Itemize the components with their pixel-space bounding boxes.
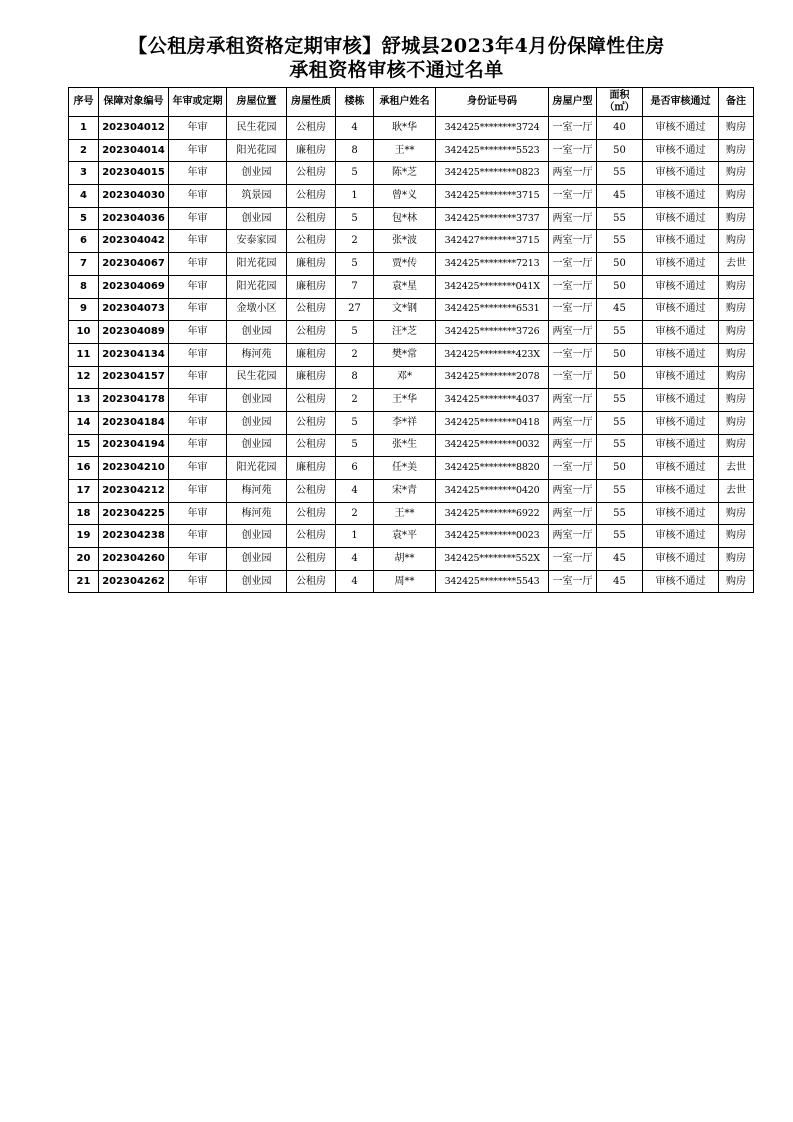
- cell-id-number: 342425********7213: [436, 253, 549, 276]
- cell-nature: 公租房: [287, 434, 336, 457]
- cell-building: 4: [336, 480, 374, 503]
- cell-remark: 购房: [719, 525, 754, 548]
- cell-id-number: 342425********5523: [436, 139, 549, 162]
- cell-nature: 公租房: [287, 502, 336, 525]
- cell-name: 耿*华: [374, 117, 436, 140]
- cell-seq: 19: [69, 525, 99, 548]
- cell-remark: 购房: [719, 321, 754, 344]
- cell-name: 王**: [374, 139, 436, 162]
- cell-building: 5: [336, 321, 374, 344]
- cell-id-number: 342425********6531: [436, 298, 549, 321]
- cell-code: 202304262: [99, 570, 169, 593]
- cell-building: 1: [336, 525, 374, 548]
- cell-nature: 公租房: [287, 162, 336, 185]
- cell-remark: 购房: [719, 343, 754, 366]
- cell-building: 5: [336, 434, 374, 457]
- cell-nature: 廉租房: [287, 366, 336, 389]
- cell-layout: 两室一厅: [549, 207, 597, 230]
- cell-location: 创业园: [227, 321, 287, 344]
- cell-code: 202304073: [99, 298, 169, 321]
- header-nature: 房屋性质: [287, 88, 336, 117]
- cell-code: 202304134: [99, 343, 169, 366]
- cell-id-number: 342427********3715: [436, 230, 549, 253]
- cell-area: 45: [597, 570, 643, 593]
- table-row: [69, 570, 754, 593]
- cell-area: 55: [597, 162, 643, 185]
- cell-passed: 审核不通过: [643, 321, 719, 344]
- table-row: [69, 480, 754, 503]
- cell-nature: 公租房: [287, 411, 336, 434]
- cell-location: 民生花园: [227, 366, 287, 389]
- cell-area: 55: [597, 480, 643, 503]
- cell-remark: 购房: [719, 298, 754, 321]
- cell-layout: 两室一厅: [549, 321, 597, 344]
- table-row: [69, 548, 754, 571]
- table-row: [69, 434, 754, 457]
- cell-nature: 公租房: [287, 185, 336, 208]
- cell-code: 202304069: [99, 275, 169, 298]
- cell-remark: 去世: [719, 457, 754, 480]
- cell-passed: 审核不通过: [643, 117, 719, 140]
- cell-passed: 审核不通过: [643, 434, 719, 457]
- cell-building: 6: [336, 457, 374, 480]
- cell-review-type: 年审: [169, 207, 227, 230]
- cell-remark: 购房: [719, 162, 754, 185]
- cell-area: 50: [597, 275, 643, 298]
- header-remark: 备注: [719, 88, 754, 117]
- cell-passed: 审核不通过: [643, 275, 719, 298]
- cell-review-type: 年审: [169, 253, 227, 276]
- cell-area: 55: [597, 230, 643, 253]
- cell-id-number: 342425********423X: [436, 343, 549, 366]
- cell-name: 曾*义: [374, 185, 436, 208]
- cell-name: 周**: [374, 570, 436, 593]
- cell-area: 55: [597, 389, 643, 412]
- cell-passed: 审核不通过: [643, 480, 719, 503]
- cell-id-number: 342425********0418: [436, 411, 549, 434]
- cell-location: 金墩小区: [227, 298, 287, 321]
- cell-area: 55: [597, 321, 643, 344]
- cell-code: 202304030: [99, 185, 169, 208]
- cell-layout: 一室一厅: [549, 548, 597, 571]
- cell-location: 阳光花园: [227, 457, 287, 480]
- cell-nature: 公租房: [287, 298, 336, 321]
- cell-passed: 审核不通过: [643, 298, 719, 321]
- cell-seq: 20: [69, 548, 99, 571]
- cell-location: 梅河苑: [227, 502, 287, 525]
- header-area-label: 面积: [609, 90, 630, 101]
- cell-layout: 一室一厅: [549, 139, 597, 162]
- cell-id-number: 342425********0032: [436, 434, 549, 457]
- cell-name: 包*林: [374, 207, 436, 230]
- cell-remark: 购房: [719, 434, 754, 457]
- cell-review-type: 年审: [169, 389, 227, 412]
- page-subtitle: 承租资格审核不通过名单: [289, 59, 504, 81]
- cell-building: 1: [336, 185, 374, 208]
- cell-code: 202304036: [99, 207, 169, 230]
- cell-name: 张*波: [374, 230, 436, 253]
- table-row: [69, 321, 754, 344]
- cell-building: 2: [336, 230, 374, 253]
- cell-seq: 13: [69, 389, 99, 412]
- cell-id-number: 342425********0823: [436, 162, 549, 185]
- cell-passed: 审核不通过: [643, 570, 719, 593]
- review-failure-table: [68, 87, 754, 593]
- cell-name: 樊*常: [374, 343, 436, 366]
- cell-nature: 廉租房: [287, 253, 336, 276]
- cell-seq: 21: [69, 570, 99, 593]
- cell-id-number: 342425********5543: [436, 570, 549, 593]
- cell-nature: 公租房: [287, 480, 336, 503]
- table-row: [69, 275, 754, 298]
- cell-area: 45: [597, 298, 643, 321]
- table-row: [69, 389, 754, 412]
- cell-area: 55: [597, 502, 643, 525]
- cell-remark: 购房: [719, 275, 754, 298]
- cell-building: 5: [336, 207, 374, 230]
- cell-code: 202304089: [99, 321, 169, 344]
- cell-building: 2: [336, 389, 374, 412]
- table-row: [69, 366, 754, 389]
- cell-name: 汪*芝: [374, 321, 436, 344]
- cell-review-type: 年审: [169, 139, 227, 162]
- cell-id-number: 342425********2078: [436, 366, 549, 389]
- cell-location: 阳光花园: [227, 253, 287, 276]
- cell-layout: 一室一厅: [549, 275, 597, 298]
- cell-location: 阳光花园: [227, 139, 287, 162]
- cell-building: 4: [336, 117, 374, 140]
- cell-nature: 公租房: [287, 207, 336, 230]
- cell-remark: 购房: [719, 230, 754, 253]
- cell-id-number: 342425********8820: [436, 457, 549, 480]
- cell-seq: 2: [69, 139, 99, 162]
- cell-remark: 去世: [719, 480, 754, 503]
- cell-location: 阳光花园: [227, 275, 287, 298]
- header-code: 保障对象编号: [99, 88, 169, 117]
- cell-passed: 审核不通过: [643, 139, 719, 162]
- cell-area: 45: [597, 185, 643, 208]
- cell-layout: 一室一厅: [549, 366, 597, 389]
- cell-remark: 购房: [719, 185, 754, 208]
- cell-nature: 公租房: [287, 117, 336, 140]
- cell-passed: 审核不通过: [643, 548, 719, 571]
- cell-layout: 两室一厅: [549, 525, 597, 548]
- cell-passed: 审核不通过: [643, 502, 719, 525]
- cell-location: 民生花园: [227, 117, 287, 140]
- cell-building: 7: [336, 275, 374, 298]
- cell-location: 梅河苑: [227, 343, 287, 366]
- cell-nature: 廉租房: [287, 139, 336, 162]
- cell-remark: 购房: [719, 548, 754, 571]
- cell-location: 创业园: [227, 207, 287, 230]
- cell-area: 55: [597, 411, 643, 434]
- table-row: [69, 117, 754, 140]
- cell-id-number: 342425********3726: [436, 321, 549, 344]
- cell-location: 梅河苑: [227, 480, 287, 503]
- cell-passed: 审核不通过: [643, 162, 719, 185]
- cell-seq: 14: [69, 411, 99, 434]
- cell-layout: 两室一厅: [549, 389, 597, 412]
- header-location: 房屋位置: [227, 88, 287, 117]
- cell-id-number: 342425********0420: [436, 480, 549, 503]
- cell-remark: 购房: [719, 117, 754, 140]
- table-row: [69, 502, 754, 525]
- cell-location: 创业园: [227, 525, 287, 548]
- cell-review-type: 年审: [169, 298, 227, 321]
- cell-seq: 12: [69, 366, 99, 389]
- cell-code: 202304212: [99, 480, 169, 503]
- cell-building: 4: [336, 548, 374, 571]
- header-review-type: 年审或定期: [169, 88, 227, 117]
- cell-area: 50: [597, 366, 643, 389]
- cell-seq: 3: [69, 162, 99, 185]
- cell-area: 40: [597, 117, 643, 140]
- header-area: [597, 88, 643, 117]
- table-header-row: [69, 88, 754, 117]
- cell-name: 邓*: [374, 366, 436, 389]
- cell-code: 202304015: [99, 162, 169, 185]
- cell-layout: 一室一厅: [549, 457, 597, 480]
- cell-location: 创业园: [227, 548, 287, 571]
- cell-location: 创业园: [227, 162, 287, 185]
- cell-remark: 购房: [719, 207, 754, 230]
- cell-seq: 7: [69, 253, 99, 276]
- cell-id-number: 342425********552X: [436, 548, 549, 571]
- cell-code: 202304178: [99, 389, 169, 412]
- cell-location: 创业园: [227, 434, 287, 457]
- cell-building: 5: [336, 411, 374, 434]
- cell-review-type: 年审: [169, 525, 227, 548]
- cell-passed: 审核不通过: [643, 411, 719, 434]
- cell-review-type: 年审: [169, 343, 227, 366]
- cell-layout: 一室一厅: [549, 185, 597, 208]
- cell-layout: 两室一厅: [549, 434, 597, 457]
- cell-building: 5: [336, 253, 374, 276]
- cell-building: 27: [336, 298, 374, 321]
- cell-code: 202304225: [99, 502, 169, 525]
- cell-seq: 11: [69, 343, 99, 366]
- cell-review-type: 年审: [169, 366, 227, 389]
- cell-name: 任*美: [374, 457, 436, 480]
- cell-location: 安泰家园: [227, 230, 287, 253]
- cell-building: 5: [336, 162, 374, 185]
- cell-layout: 两室一厅: [549, 411, 597, 434]
- cell-review-type: 年审: [169, 502, 227, 525]
- cell-id-number: 342425********6922: [436, 502, 549, 525]
- cell-code: 202304194: [99, 434, 169, 457]
- cell-seq: 4: [69, 185, 99, 208]
- cell-id-number: 342425********3724: [436, 117, 549, 140]
- cell-nature: 公租房: [287, 525, 336, 548]
- cell-layout: 两室一厅: [549, 230, 597, 253]
- cell-code: 202304012: [99, 117, 169, 140]
- cell-seq: 18: [69, 502, 99, 525]
- cell-code: 202304184: [99, 411, 169, 434]
- cell-seq: 10: [69, 321, 99, 344]
- cell-passed: 审核不通过: [643, 185, 719, 208]
- table-row: [69, 525, 754, 548]
- table-row: [69, 253, 754, 276]
- header-building: 楼栋: [336, 88, 374, 117]
- cell-area: 50: [597, 343, 643, 366]
- cell-layout: 两室一厅: [549, 162, 597, 185]
- cell-name: 李*祥: [374, 411, 436, 434]
- header-area-unit: （㎡）: [604, 102, 635, 113]
- cell-remark: 购房: [719, 389, 754, 412]
- header-passed: 是否审核通过: [643, 88, 719, 117]
- cell-building: 4: [336, 570, 374, 593]
- table-row: [69, 207, 754, 230]
- cell-remark: 购房: [719, 139, 754, 162]
- cell-code: 202304238: [99, 525, 169, 548]
- table-row: [69, 139, 754, 162]
- cell-area: 55: [597, 434, 643, 457]
- table-row: [69, 457, 754, 480]
- cell-location: 创业园: [227, 411, 287, 434]
- cell-name: 贾*传: [374, 253, 436, 276]
- cell-review-type: 年审: [169, 411, 227, 434]
- cell-nature: 公租房: [287, 230, 336, 253]
- cell-passed: 审核不通过: [643, 343, 719, 366]
- cell-nature: 廉租房: [287, 457, 336, 480]
- cell-review-type: 年审: [169, 480, 227, 503]
- cell-passed: 审核不通过: [643, 525, 719, 548]
- cell-review-type: 年审: [169, 185, 227, 208]
- cell-area: 50: [597, 457, 643, 480]
- cell-remark: 去世: [719, 253, 754, 276]
- table-row: [69, 230, 754, 253]
- table-row: [69, 343, 754, 366]
- cell-code: 202304260: [99, 548, 169, 571]
- page-title: 【公租房承租资格定期审核】舒城县2023年4月份保障性住房: [128, 35, 665, 57]
- cell-id-number: 342425********3715: [436, 185, 549, 208]
- cell-passed: 审核不通过: [643, 253, 719, 276]
- cell-name: 文*钢: [374, 298, 436, 321]
- cell-building: 8: [336, 366, 374, 389]
- cell-seq: 15: [69, 434, 99, 457]
- cell-review-type: 年审: [169, 548, 227, 571]
- cell-layout: 两室一厅: [549, 502, 597, 525]
- cell-code: 202304014: [99, 139, 169, 162]
- cell-passed: 审核不通过: [643, 207, 719, 230]
- cell-id-number: 342425********0023: [436, 525, 549, 548]
- cell-seq: 1: [69, 117, 99, 140]
- cell-id-number: 342425********3737: [436, 207, 549, 230]
- cell-layout: 一室一厅: [549, 343, 597, 366]
- cell-remark: 购房: [719, 366, 754, 389]
- cell-name: 王*华: [374, 389, 436, 412]
- cell-review-type: 年审: [169, 162, 227, 185]
- cell-id-number: 342425********4037: [436, 389, 549, 412]
- table-body: [69, 117, 754, 593]
- cell-nature: 公租房: [287, 321, 336, 344]
- cell-code: 202304157: [99, 366, 169, 389]
- table-row: [69, 298, 754, 321]
- cell-name: 宋*青: [374, 480, 436, 503]
- cell-passed: 审核不通过: [643, 457, 719, 480]
- cell-review-type: 年审: [169, 434, 227, 457]
- cell-location: 筑景园: [227, 185, 287, 208]
- cell-code: 202304042: [99, 230, 169, 253]
- cell-code: 202304067: [99, 253, 169, 276]
- cell-area: 55: [597, 525, 643, 548]
- cell-layout: 两室一厅: [549, 480, 597, 503]
- cell-area: 45: [597, 548, 643, 571]
- cell-area: 50: [597, 139, 643, 162]
- cell-nature: 公租房: [287, 570, 336, 593]
- table-row: [69, 162, 754, 185]
- cell-passed: 审核不通过: [643, 389, 719, 412]
- cell-review-type: 年审: [169, 570, 227, 593]
- cell-review-type: 年审: [169, 457, 227, 480]
- cell-review-type: 年审: [169, 117, 227, 140]
- cell-id-number: 342425********041X: [436, 275, 549, 298]
- cell-name: 胡**: [374, 548, 436, 571]
- cell-building: 2: [336, 343, 374, 366]
- cell-seq: 8: [69, 275, 99, 298]
- cell-location: 创业园: [227, 570, 287, 593]
- cell-nature: 廉租房: [287, 343, 336, 366]
- header-id-number: 身份证号码: [436, 88, 549, 117]
- cell-layout: 一室一厅: [549, 298, 597, 321]
- cell-review-type: 年审: [169, 230, 227, 253]
- cell-layout: 一室一厅: [549, 253, 597, 276]
- cell-name: 袁*星: [374, 275, 436, 298]
- cell-name: 张*生: [374, 434, 436, 457]
- cell-name: 陈*芝: [374, 162, 436, 185]
- cell-passed: 审核不通过: [643, 366, 719, 389]
- cell-remark: 购房: [719, 570, 754, 593]
- cell-review-type: 年审: [169, 321, 227, 344]
- cell-nature: 公租房: [287, 389, 336, 412]
- cell-building: 2: [336, 502, 374, 525]
- cell-code: 202304210: [99, 457, 169, 480]
- table-row: [69, 411, 754, 434]
- header-name: 承租户姓名: [374, 88, 436, 117]
- table-row: [69, 185, 754, 208]
- cell-area: 55: [597, 207, 643, 230]
- cell-building: 8: [336, 139, 374, 162]
- header-layout: 房屋户型: [549, 88, 597, 117]
- cell-name: 王**: [374, 502, 436, 525]
- cell-remark: 购房: [719, 502, 754, 525]
- cell-seq: 9: [69, 298, 99, 321]
- cell-location: 创业园: [227, 389, 287, 412]
- cell-nature: 廉租房: [287, 275, 336, 298]
- cell-review-type: 年审: [169, 275, 227, 298]
- cell-seq: 6: [69, 230, 99, 253]
- cell-layout: 一室一厅: [549, 570, 597, 593]
- cell-seq: 16: [69, 457, 99, 480]
- header-seq: 序号: [69, 88, 99, 117]
- cell-area: 50: [597, 253, 643, 276]
- cell-layout: 一室一厅: [549, 117, 597, 140]
- cell-passed: 审核不通过: [643, 230, 719, 253]
- cell-name: 袁*平: [374, 525, 436, 548]
- cell-seq: 5: [69, 207, 99, 230]
- cell-nature: 公租房: [287, 548, 336, 571]
- cell-remark: 购房: [719, 411, 754, 434]
- cell-seq: 17: [69, 480, 99, 503]
